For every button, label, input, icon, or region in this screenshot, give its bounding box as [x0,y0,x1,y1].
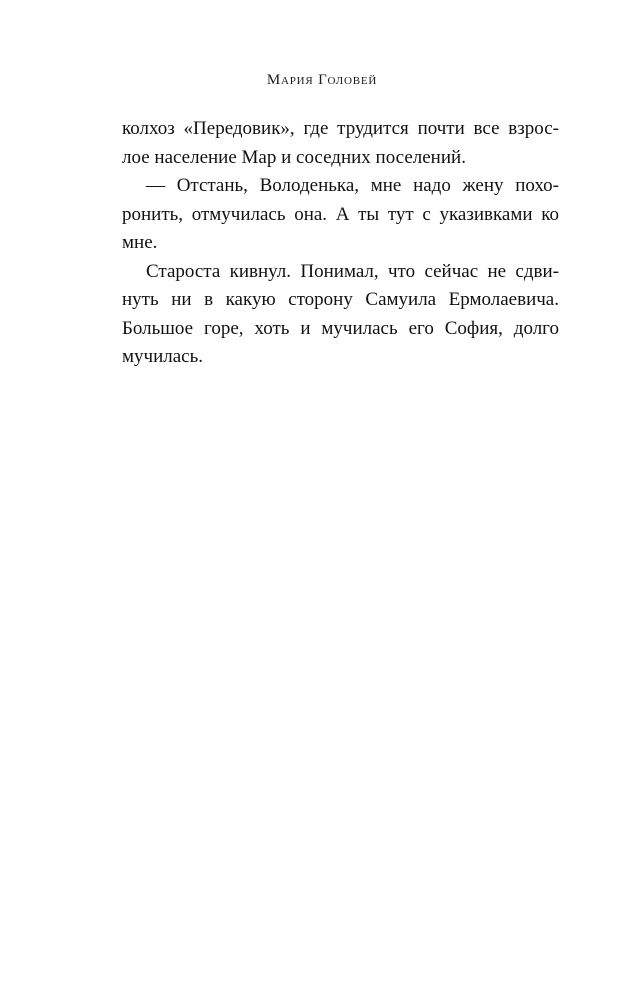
text-line: мне. [122,232,158,253]
text-line: нуть ни в какую сторону Самуила Ермолаевича. [122,289,559,310]
body-text [122,115,559,372]
text-line: ронить, отмучилась она. А ты тут с указивками ко [122,203,559,225]
running-header: Мария Головей [266,72,378,88]
text-line: — Отстань, Володенька, мне надо жену похо- [146,175,559,196]
text-line: колхоз «Передовик», где трудится почти все взрос- [122,118,559,139]
text-line: мучилась. [122,346,204,367]
text-line: лое население Мар и соседних поселений. [122,146,466,168]
text-line: Большое горе, хоть и мучилась его София, долго [122,317,559,339]
text-line: Староста кивнул. Понимал, что сейчас не сдви- [146,260,559,282]
